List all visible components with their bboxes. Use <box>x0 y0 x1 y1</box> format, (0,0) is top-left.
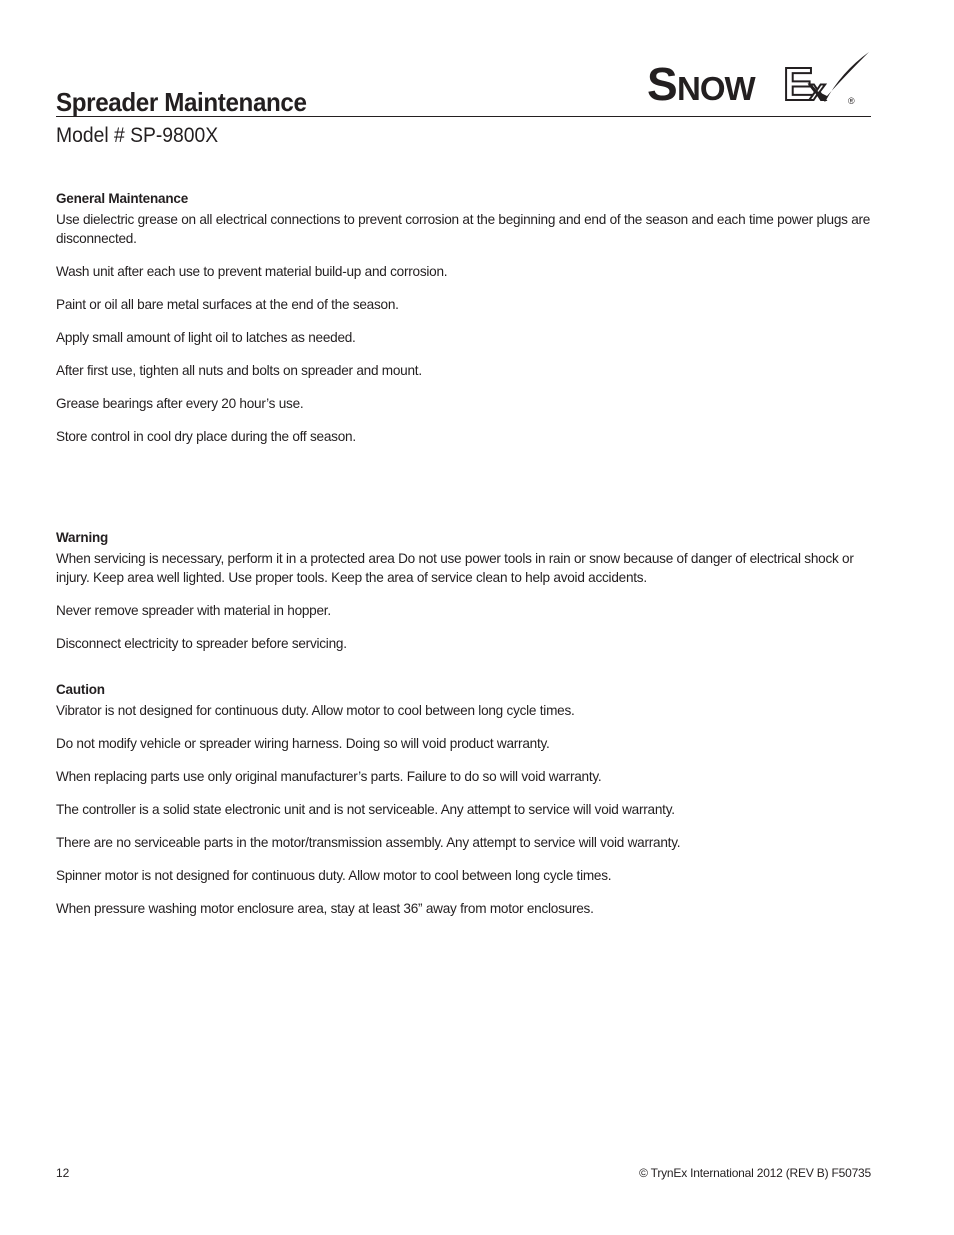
paragraph: Never remove spreader with material in hopper. <box>56 603 331 618</box>
model-number: Model # SP-9800X <box>56 124 219 147</box>
paragraph: Disconnect electricity to spreader before servicing. <box>56 636 347 651</box>
svg-text:NOW: NOW <box>677 70 755 107</box>
paragraph: When replacing parts use only original manufacturer’s parts. Failure to do so will void warranty. <box>56 769 602 784</box>
maintenance-content <box>56 191 876 932</box>
paragraph: The controller is a solid state electronic unit and is not serviceable. Any attempt to service will void warranty. <box>56 802 675 817</box>
paragraph: Apply small amount of light oil to latches as needed. <box>56 330 356 345</box>
section-warning <box>56 530 876 653</box>
paragraph: When pressure washing motor enclosure area, stay at least 36” away from motor enclosures. <box>56 901 594 916</box>
svg-text:S: S <box>647 58 676 108</box>
section-heading: Caution <box>56 682 105 697</box>
paragraph: There are no serviceable parts in the motor/transmission assembly. Any attempt to service will void warranty. <box>56 835 681 850</box>
paragraph: Paint or oil all bare metal surfaces at the end of the season. <box>56 297 399 312</box>
page-number: 12 <box>56 1166 70 1180</box>
paragraph: Spinner motor is not designed for continuous duty. Allow motor to cool between long cycle times. <box>56 868 612 883</box>
section-caution <box>56 682 876 918</box>
page-header <box>56 50 871 117</box>
svg-text:®: ® <box>848 96 855 106</box>
paragraph: Vibrator is not designed for continuous duty. Allow motor to cool between long cycle times. <box>56 703 575 718</box>
section-heading: General Maintenance <box>56 191 188 206</box>
paragraph: When servicing is necessary, perform it in a protected area Do not use power tools in rain or snow because of danger of electrical shock or injury. Keep area well lighted. Use proper tools. Keep the area of service clean to help avoid accidents. <box>56 551 854 585</box>
paragraph: After first use, tighten all nuts and bolts on spreader and mount. <box>56 363 422 378</box>
paragraph: Store control in cool dry place during the off season. <box>56 429 356 444</box>
page-title: Spreader Maintenance <box>56 87 307 117</box>
snowex-logo <box>645 50 871 108</box>
paragraph: Do not modify vehicle or spreader wiring harness. Doing so will void product warranty. <box>56 736 550 751</box>
svg-text:E: E <box>783 58 814 108</box>
copyright-notice: © TrynEx International 2012 (REV B) F50735 <box>639 1166 871 1180</box>
paragraph: Grease bearings after every 20 hour’s use. <box>56 396 304 411</box>
paragraph: Use dielectric grease on all electrical connections to prevent corrosion at the beginning and end of the season and each time power plugs are disconnected. <box>56 212 871 246</box>
paragraph: Wash unit after each use to prevent material build-up and corrosion. <box>56 264 448 279</box>
svg-text:x: x <box>809 74 826 107</box>
section-general-maintenance <box>56 191 876 446</box>
section-heading: Warning <box>56 530 109 545</box>
